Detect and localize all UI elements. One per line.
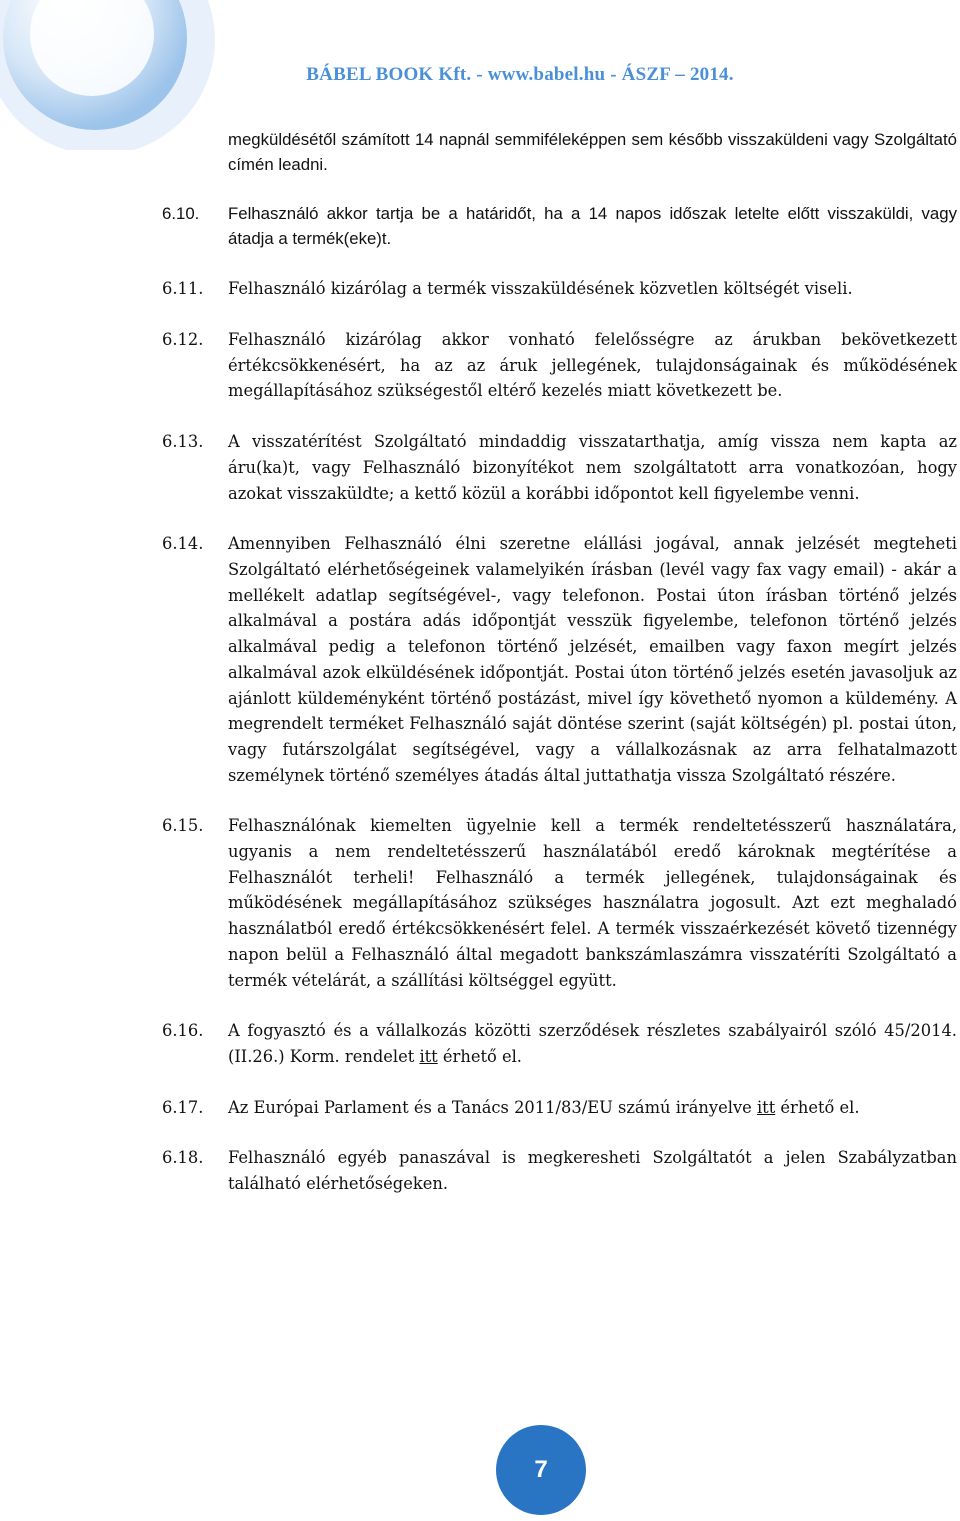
itt-link[interactable]: itt [756, 1097, 776, 1117]
item-6-17: 6.17. Az Európai Parlament és a Tanács 2011/83/EU számú irányelve itt érhető el. [162, 1097, 860, 1117]
intro-paragraph: megküldésétől számított 14 napnál semmiféleképpen sem később visszaküldeni vagy Szolgáltató címén leadni. [228, 130, 957, 174]
document-body [162, 128, 957, 1222]
item-6-13: 6.13. A visszatérítést Szolgáltató mindaddig visszatarthatja, amíg vissza nem kapta az áru(ka)t, vagy Felhasználó bizonyítékot nem szolgáltatott arra vonatkozóan, hogy azokat visszaküldte; a kettő közül a korábbi időpontot kell figyelembe venni. [162, 432, 957, 503]
item-6-11: 6.11. Felhasználó kizárólag a termék visszaküldésének közvetlen költségét viseli. [162, 279, 853, 299]
page-number-badge: 7 [496, 1425, 586, 1515]
item-6-14: 6.14. Amennyiben Felhasználó élni szeretne elállási jogával, annak jelzését megteheti Szolgáltató elérhetőségeinek valamelyikén írásban (levél vagy fax vagy email) - akár a mellékelt adatlap segítségével-, vagy telefonon. Postai úton írásban történő jelzés alkalmával a postára adás időpontját vesszük figyelembe, telefonon történő jelzés alkalmával pedig a telefonon történő jelzését, emailben vagy faxon megírt jelzés alkalmával azok elküldésének időpontját. Postai úton történő jelzés esetén javasoljuk az ajánlott küldeményként történő postázást, mivel így követhető nyomon a küldemény. A megrendelt terméket Felhasználó saját döntése szerint (saját költségén) pl. postai úton, vagy futárszolgálat segítségével, vagy a vállalkozásnak az arra felhatalmazott személynek történő személyes átadás által juttathatja vissza Szolgáltató részére. [162, 534, 957, 785]
item-6-15: 6.15. Felhasználónak kiemelten ügyelnie kell a termék rendeltetésszerű használatára, ugyanis a nem rendeltetésszerű használatából eredő károknak megtérítése a Felhasználót terheli! Felhasználó a termék jellegének, tulajdonságainak és működésének megállapításához szükséges használatra jogosult. Azt ezt meghaladó használatból eredő értékcsökkenésért felel. A termék visszaérkezését követő tizennégy napon belül a Felhasználó által megadott bankszámlaszámra visszatéríti Szolgáltató a termék vételárát, a szállítási költséggel együtt. [162, 816, 957, 990]
item-6-16: 6.16. A fogyasztó és a vállalkozás közötti szerződések részletes szabályairól szóló 45/2014. (II.26.) Korm. rendelet itt érhető el. [162, 1021, 957, 1066]
itt-link[interactable]: itt [419, 1046, 438, 1066]
item-6-12: 6.12. Felhasználó kizárólag akkor vonható felelősségre az árukban bekövetkezett értékcsökkenésért, ha az az áruk jellegének, tulajdonságainak és működésének megállapításához szükségestől eltérő kezelés miatt következett be. [162, 330, 957, 401]
item-6-10: 6.10. Felhasználó akkor tartja be a határidőt, ha a 14 napos időszak letelte előtt visszaküldi, vagy átadja a termék(eke)t. [162, 204, 957, 248]
item-6-18: 6.18. Felhasználó egyéb panaszával is megkeresheti Szolgáltatót a jelen Szabályzatban található elérhetőségeken. [162, 1148, 957, 1194]
header-title: BÁBEL BOOK Kft. - www.babel.hu - ÁSZF – 2014. [306, 64, 734, 85]
